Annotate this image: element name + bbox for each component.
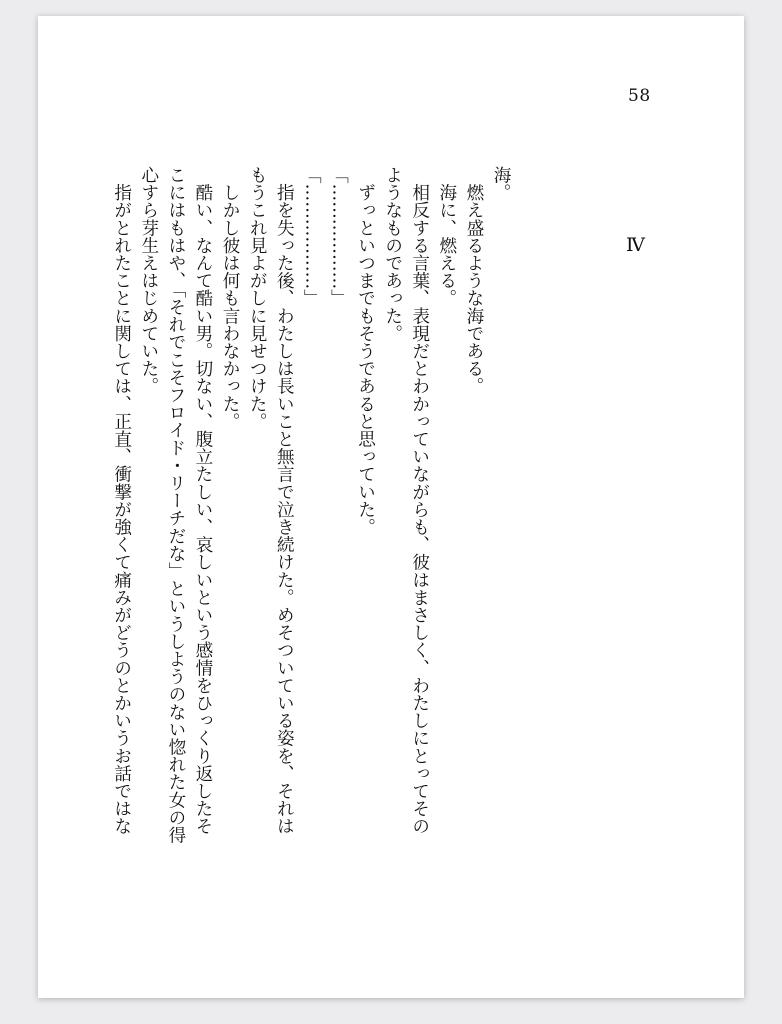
text-line: 指を失った後、わたしは長いこと無言で泣き続けた。めそついている姿を、それは <box>274 166 295 835</box>
text-line: 燃え盛るような海である。 <box>463 166 484 395</box>
vertical-text-body <box>108 166 514 906</box>
text-line: こにはもはや、「それでこそフロイド・リーチだな」というしようのない惚れた女の得 <box>165 166 186 844</box>
text-line: 酷い、なんて酷い男。切ない、腹立たしい、哀しいという感情をひっくり返したそ <box>192 166 213 835</box>
text-line: 「………………」 <box>301 166 322 307</box>
page-number: 58 <box>628 86 651 106</box>
text-line: しかし彼は何も言わなかった。 <box>220 166 241 430</box>
text-line: 海。 <box>491 166 511 202</box>
text-line: 「………………」 <box>328 166 349 307</box>
text-line: もうこれ見よがしに見せつけた。 <box>247 166 268 430</box>
book-page <box>38 16 744 998</box>
text-line: 指がとれたことに関しては、正直、衝撃が強くて痛みがどうのとかいうお話ではな <box>111 166 132 835</box>
text-line: 心すら芽生えはじめていた。 <box>138 166 159 395</box>
chapter-heading: Ⅳ <box>626 235 645 256</box>
text-line: 海に、燃える。 <box>436 166 457 307</box>
text-line: 相反する言葉、表現だとわかっていながらも、彼はまさしく、わたしにとってその <box>409 166 430 835</box>
text-line: ずっといつまでもそうであると思っていた。 <box>355 166 376 536</box>
text-line: ようなものであった。 <box>382 166 403 342</box>
